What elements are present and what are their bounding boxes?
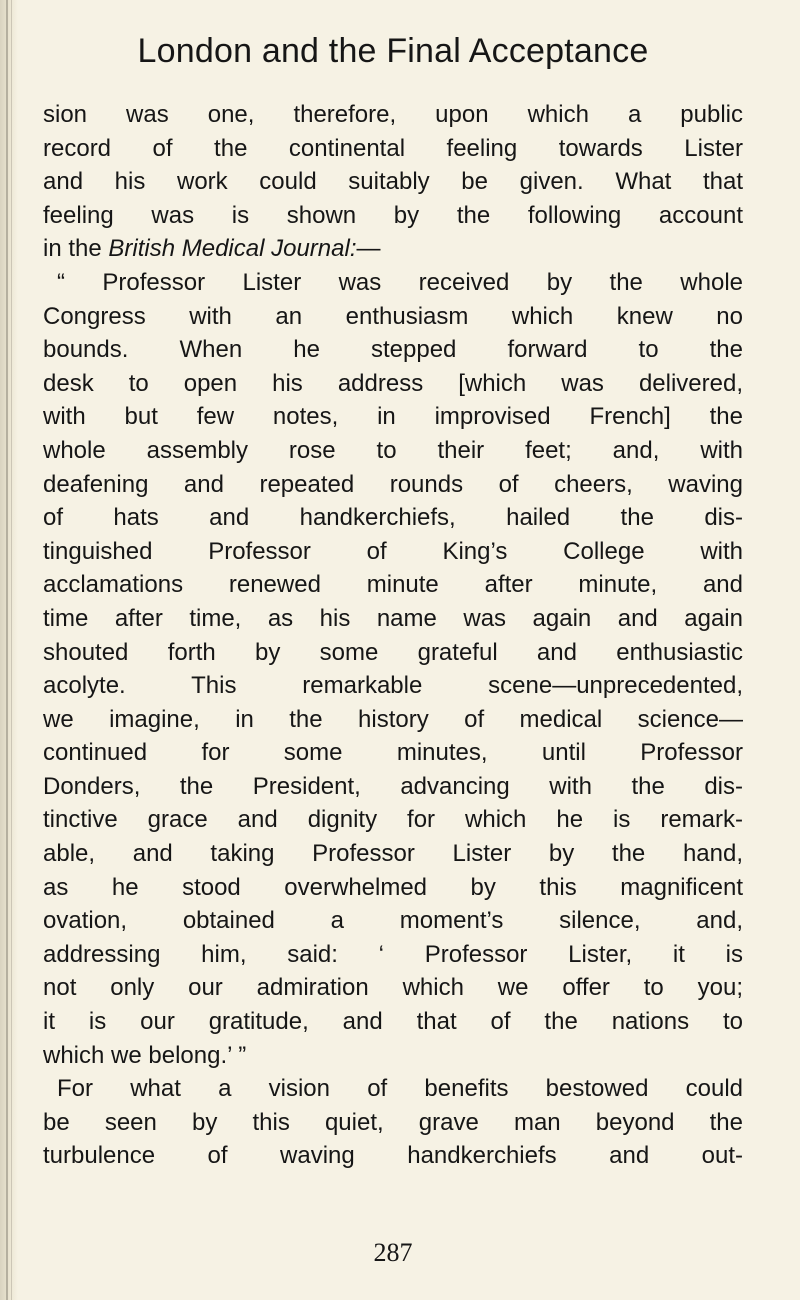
text-line: tinctive grace and dignity for which he is remark- [43, 806, 743, 834]
text-line: which we belong.’ ” [43, 1041, 247, 1069]
text-line: Congress with an enthusiasm which knew no [43, 302, 743, 330]
text-line-citation [43, 232, 743, 266]
text-line: record of the continental feeling towards Lister [43, 134, 743, 162]
text-line: it is our gratitude, and that of the nations to [43, 1008, 743, 1036]
citation-dash: — [356, 235, 381, 263]
text-line: deafening and repeated rounds of cheers, waving [43, 470, 743, 498]
text-line: as he stood overwhelmed by this magnificent [43, 873, 743, 901]
text-line: able, and taking Professor Lister by the hand, [43, 840, 743, 868]
text-line: For what a vision of benefits bestowed could [57, 1075, 743, 1103]
text-line: turbulence of waving handkerchiefs and out- [43, 1142, 743, 1170]
text-line: whole assembly rose to their feet; and, with [43, 436, 743, 464]
text-line: of hats and handkerchiefs, hailed the dis- [43, 504, 743, 532]
journal-title: British Medical Journal: [108, 235, 357, 263]
text-line: continued for some minutes, until Professor [43, 739, 743, 767]
text-line: feeling was is shown by the following account [43, 201, 743, 229]
running-head: London and the Final Acceptance [137, 32, 649, 70]
text-line: and his work could suitably be given. What that [43, 168, 743, 196]
text-line: Donders, the President, advancing with the dis- [43, 772, 743, 800]
text-line: desk to open his address [which was delivered, [43, 369, 743, 397]
text-line: be seen by this quiet, grave man beyond the [43, 1108, 743, 1136]
citation-lead: in the [43, 235, 109, 263]
text-line: acclamations renewed minute after minute, and [43, 571, 743, 599]
text-line: acolyte. This remarkable scene—unprecedented, [43, 672, 743, 700]
book-page [43, 26, 743, 1286]
text-line: bounds. When he stepped forward to the [43, 336, 743, 364]
text-line: not only our admiration which we offer to you; [43, 974, 743, 1002]
page-number: 287 [373, 1238, 413, 1267]
binding-gutter [0, 0, 18, 1300]
text-line: shouted forth by some grateful and enthusiastic [43, 638, 743, 666]
text-line: ovation, obtained a moment’s silence, and, [43, 907, 743, 935]
text-line: time after time, as his name was again and again [43, 604, 743, 632]
body-text [43, 98, 743, 1173]
text-line: with but few notes, in improvised French] the [43, 403, 743, 431]
text-line: we imagine, in the history of medical science— [43, 705, 743, 733]
binding-edge-line [6, 0, 8, 1300]
text-line: addressing him, said: ‘ Professor Lister, it is [43, 940, 743, 968]
binding-edge-line [11, 0, 12, 1300]
text-line: “ Professor Lister was received by the whole [57, 268, 743, 296]
text-line: tinguished Professor of King’s College with [43, 537, 743, 565]
text-line: sion was one, therefore, upon which a public [43, 101, 743, 128]
